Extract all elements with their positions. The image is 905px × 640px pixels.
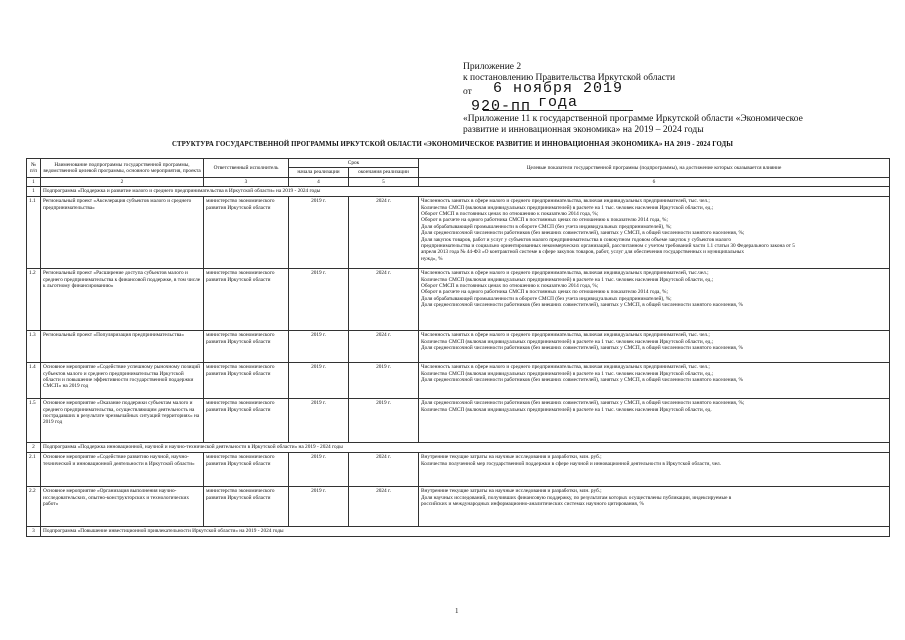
row-start: 2019 г. [289, 269, 349, 331]
header-term: Срок [289, 159, 419, 168]
header-executor: Ответственный исполнитель [204, 159, 289, 178]
indicator-line: нужд», % [421, 255, 443, 262]
row-name: Основное мероприятие «Содействие успешному рыночному позиций субъектов малого и среднего предпринимательства Иркутской области и повышение эффективности государственной поддержки СМСП» на 2019 год [41, 363, 204, 399]
row-num: 1.4 [27, 363, 41, 399]
indicator-line: Количество полученной мер государственной поддержки в сфере научной и инновационной деятельности в Иркутской области, чел. [421, 460, 722, 467]
row-start: 2019 г. [289, 487, 349, 527]
indicator-line: Численность занятых в сфере малого и среднего предпринимательства, включая индивидуальных предпринимателей, тыс. чел.; [421, 332, 710, 339]
table-row [27, 487, 890, 527]
indicator-line: Количество СМСП (включая индивидуальных предпринимателей) в расчете на 1 тыс. человек населения Иркутской области, ед.; [421, 370, 714, 377]
col-number: 1 [27, 177, 41, 186]
row-num: 2.1 [27, 453, 41, 487]
col-number: 4 [289, 177, 349, 186]
indicator-line: Оборот в расчете на одного работника СМСП в постоянных ценах по отношению к показателю 2014 года, %; [421, 217, 668, 224]
row-indicators [419, 399, 890, 443]
date-prefix: от [463, 87, 472, 97]
row-executor: министерство экономического развития Иркутской области [204, 363, 289, 399]
indicator-line: Доля среднесписочной численности работников (без внешних совместителей), занятых у СМСП, в общей численности занятого населения, % [421, 377, 743, 384]
column-number-row [27, 177, 890, 186]
row-executor: министерство экономического развития Иркутской области [204, 197, 289, 269]
indicator-line: Доля научных исследований, получивших финансовую поддержку, по результатам которых осуществлены публикации, индексируемые в [421, 494, 732, 501]
row-name: Региональный проект «Акселерация субъектов малого и среднего предпринимательства» [41, 197, 204, 269]
row-indicators [419, 331, 890, 363]
row-num: 1.1 [27, 197, 41, 269]
row-num: 2.2 [27, 487, 41, 527]
page-number: 1 [455, 607, 459, 615]
table-row [27, 331, 890, 363]
indicator-line: Доля среднесписочной численности работников (без внешних совместителей), занятых у СМСП, в общей численности занятого населения, %; [421, 230, 745, 237]
table-row [27, 363, 890, 399]
row-indicators [419, 197, 890, 269]
col-number: 3 [204, 177, 289, 186]
indicator-line: Количество СМСП (включая индивидуальных предпринимателей) в расчете на 1 тыс. человек населения Иркутской области, ед.; [421, 338, 714, 345]
section-row [27, 527, 890, 537]
appendix-line-4: «Приложение 11 к государственной программе Иркутской области «Экономическое [463, 114, 803, 124]
row-start: 2019 г. [289, 363, 349, 399]
row-start: 2019 г. [289, 197, 349, 269]
header-end: окончания реализации [349, 168, 419, 177]
row-name: Основное мероприятие «Организация выполнения научно-исследовательских, опытно-конструкторских и технологических работ» [41, 487, 204, 527]
indicator-line: Оборот СМСП в постоянных ценах по отношению к показателю 2014 года, %; [421, 283, 599, 290]
section-num: 3 [27, 527, 41, 537]
appendix-line-5: развитие и инновационная экономика» на 2019 – 2024 годы [463, 125, 704, 135]
header-name: Наименование подпрограммы государственной программы, ведомственной целевой программы, основного мероприятия, проекта [41, 159, 204, 178]
row-executor: министерство экономического развития Иркутской области [204, 487, 289, 527]
indicator-line: Численность занятых в сфере малого и среднего предпринимательства, включая индивидуальных предпринимателей, тыс. чел.; [421, 364, 710, 371]
section-num: 1 [27, 187, 41, 197]
handwritten-date: 6 ноября 2019 года [483, 82, 633, 111]
row-start: 2019 г. [289, 331, 349, 363]
row-end: 2019 г. [349, 399, 419, 443]
row-executor: министерство экономического развития Иркутской области [204, 453, 289, 487]
row-name: Региональный проект «Расширение доступа субъектов малого и среднего предпринимательства к финансовой поддержке, в том числе к льготному финансированию» [41, 269, 204, 331]
header-num: № п/п [27, 159, 41, 178]
table-row [27, 197, 890, 269]
indicator-line: Доля среднесписочной численности работников (без внешних совместителей), занятых у СМСП, в общей численности занятого населения, % [421, 302, 743, 309]
indicator-line: предпринимательства и социально ориентированных некоммерческих организаций, рассчитанном с учетом требований части 1.1 статьи 30 Федерального закона от 5 [421, 243, 795, 250]
row-end: 2024 г. [349, 269, 419, 331]
header-row [27, 159, 890, 168]
table-row [27, 399, 890, 443]
row-end: 2024 г. [349, 197, 419, 269]
row-name: Основное мероприятие «Содействие развитию научной, научно-технической и инновационной деятельности в Иркутской области» [41, 453, 204, 487]
program-structure-table [26, 158, 890, 537]
table-row [27, 269, 890, 331]
row-executor: министерство экономического развития Иркутской области [204, 399, 289, 443]
row-indicators [419, 363, 890, 399]
row-end: 2024 г. [349, 453, 419, 487]
indicator-line: Количество СМСП (включая индивидуальных предпринимателей) в расчете на 1 тыс. человек населения Иркутской области, ед.; [421, 204, 714, 211]
table-row [27, 453, 890, 487]
row-num: 1.2 [27, 269, 41, 331]
indicator-line: российских и международных информационно-аналитических системах научного цитирования, % [421, 501, 644, 508]
row-executor: министерство экономического развития Иркутской области [204, 331, 289, 363]
indicator-line: апреля 2013 года № 44-ФЗ «О контрактной системе в сфере закупок товаров, работ, услуг для обеспечения государственных и муниципальных [421, 249, 745, 256]
indicator-line: Доля среднесписочной численности работников (без внешних совместителей), занятых у СМСП, в общей численности занятого населения, %; [421, 400, 745, 407]
row-end: 2024 г. [349, 331, 419, 363]
row-indicators [419, 269, 890, 331]
indicator-line: Доля обрабатывающей промышленности в обороте СМСП (без учета индивидуальных предпринимателей), %; [421, 223, 672, 230]
section-title: Подпрограмма «Повышение инвестиционной привлекательности Иркутской области» на 2019 - 2024 годы [41, 527, 890, 537]
row-start: 2019 г. [289, 453, 349, 487]
header-indicators: Целевые показатели государственной программы (подпрограммы), на достижение которых оказывается влияние [419, 159, 890, 178]
document-title: СТРУКТУРА ГОСУДАРСТВЕННОЙ ПРОГРАММЫ ИРКУТСКОЙ ОБЛАСТИ «ЭКОНОМИЧЕСКОЕ РАЗВИТИЕ И ИННОВАЦИОННАЯ ЭКОНОМИКА» НА 2019 - 2024 ГОДЫ [171, 141, 734, 148]
appendix-header [463, 62, 823, 136]
row-indicators [419, 453, 890, 487]
indicator-line: Внутренние текущие затраты на научные исследования и разработки, млн. руб.; [421, 488, 602, 495]
section-title: Подпрограмма «Поддержка инновационной, научной и научно-технической деятельности в Иркутской области» на 2019 - 2024 годы [41, 443, 890, 453]
row-num: 1.5 [27, 399, 41, 443]
row-end: 2019 г. [349, 363, 419, 399]
handwritten-number: 920-пп [471, 98, 532, 115]
section-row [27, 187, 890, 197]
indicator-line: Количество СМСП (включая индивидуальных предпринимателей) в расчете на 1 тыс. человек населения Иркутской области, ед. [421, 406, 712, 413]
row-indicators [419, 487, 890, 527]
header-start: начала реализации [289, 168, 349, 177]
row-executor: министерство экономического развития Иркутской области [204, 269, 289, 331]
section-num: 2 [27, 443, 41, 453]
indicator-line: Доля обрабатывающей промышленности в обороте СМСП (без учета индивидуальных предпринимателей), %; [421, 295, 672, 302]
table-body [27, 187, 890, 537]
row-end: 2024 г. [349, 487, 419, 527]
col-number: 6 [419, 177, 890, 186]
indicator-line: Доля среднесписочной численности работников (без внешних совместителей), занятых у СМСП, в общей численности занятого населения, % [421, 345, 743, 352]
section-title: Подпрограмма «Поддержка и развитие малого и среднего предпринимательства в Иркутской области» на 2019 - 2024 годы [41, 187, 890, 197]
appendix-line-2: к постановлению Правительства Иркутской области [463, 73, 676, 83]
indicator-line: Доля закупок товаров, работ и услуг у субъектов малого предпринимательства в совокупном годовом объеме закупок у субъектов малого [421, 236, 731, 243]
appendix-line-1: Приложение 2 [463, 62, 522, 72]
indicator-line: Внутренние текущие затраты на научные исследования и разработки, млн. руб.; [421, 454, 602, 461]
indicator-line: Оборот СМСП в постоянных ценах по отношению к показателю 2014 года, %; [421, 211, 599, 218]
row-start: 2019 г. [289, 399, 349, 443]
row-num: 1.3 [27, 331, 41, 363]
col-number: 2 [41, 177, 204, 186]
indicator-line: Численность занятых в сфере малого и среднего предпринимательства, включая индивидуальных предпринимателей, тыс. чел.; [421, 198, 710, 205]
row-name: Региональный проект «Популяризация предпринимательства» [41, 331, 204, 363]
indicator-line: Оборот в расчете на одного работника СМСП в постоянных ценах по отношению к показателю 2014 года, %; [421, 289, 668, 296]
row-name: Основное мероприятие «Оказание поддержки субъектам малого и среднего предпринимательства, осуществляющим деятельность на пострадавших в результате чрезвычайных ситуаций территориях» на 2019 год [41, 399, 204, 443]
section-row [27, 443, 890, 453]
col-number: 5 [349, 177, 419, 186]
indicator-line: Количество СМСП (включая индивидуальных предпринимателей) в расчете на 1 тыс. человек населения Иркутской области, ед.; [421, 276, 714, 283]
indicator-line: Численность занятых в сфере малого и среднего предпринимательства, включая индивидуальных предпринимателей, тыс.чел.; [421, 270, 709, 277]
